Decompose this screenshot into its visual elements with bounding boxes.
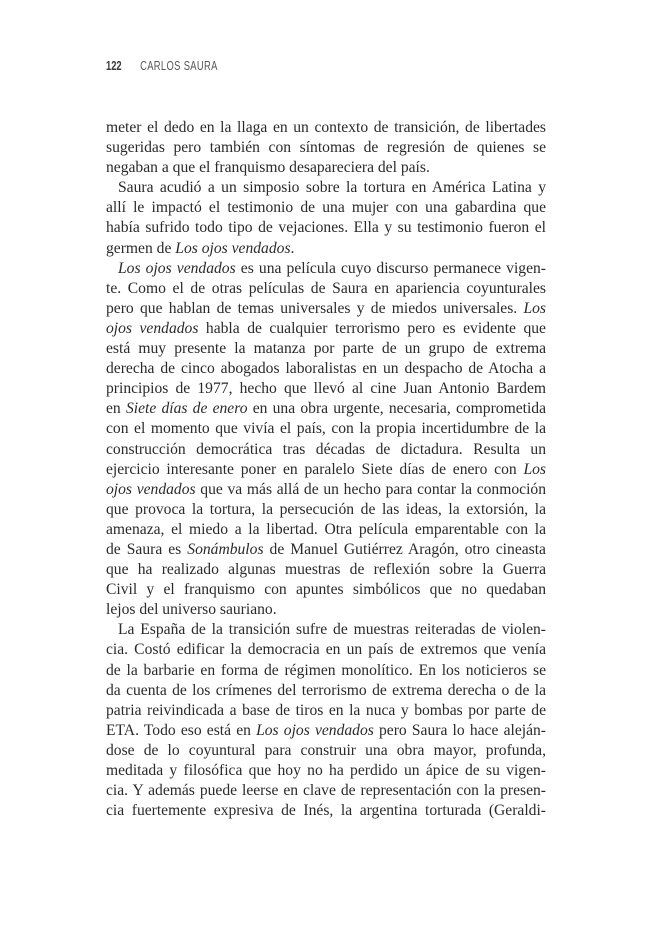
text-line: amenaza, el miedo a la libertad. Otra película emparentable con la xyxy=(106,520,546,538)
text-line: ETA. Todo eso está en Los ojos vendados pero Saura lo hace aleján- xyxy=(106,721,546,739)
film-title: Siete días de enero xyxy=(125,400,248,418)
text-line: construcción democrática tras décadas de dictadura. Resulta un xyxy=(106,440,546,458)
running-head xyxy=(106,58,218,73)
text-line: derecha de cinco abogados laboralistas en un despacho de Atocha a xyxy=(106,360,546,378)
film-title: Sonámbulos xyxy=(187,540,264,558)
text-line: de Saura es Sonámbulos de Manuel Gutiérrez Aragón, otro cineasta xyxy=(106,540,546,558)
film-title: ojos vendados xyxy=(106,319,199,337)
text-line: pero que hablan de temas universales y de miedos universales. Los xyxy=(106,299,546,317)
body-text xyxy=(106,118,546,821)
film-title: Los ojos vendados xyxy=(118,259,236,277)
text-line: negaban a que el franquismo desapareciera del país. xyxy=(106,159,430,177)
text-line: meditada y filosófica que hoy no ha perdido un ápice de su vigen- xyxy=(106,762,546,779)
film-title: Los ojos vendados xyxy=(175,239,291,257)
text-line: cia. Costó edificar la democracia en un país de extremos que venía xyxy=(106,641,546,659)
text-line: patria reivindicada a base de tiros en la nuca y bombas por parte de xyxy=(106,701,546,719)
text-line: está muy presente la matanza por parte de un grupo de extrema xyxy=(106,340,546,358)
text-line: da cuenta de los crímenes del terrorismo de extrema derecha o de la xyxy=(106,681,546,699)
text-line: germen de Los ojos vendados. xyxy=(106,239,295,257)
page-number: 122 xyxy=(106,58,122,73)
film-title: ojos vendados xyxy=(106,480,196,498)
text-line: principios de 1977, hecho que llevó al cine Juan Antonio Bardem xyxy=(106,380,546,398)
text-line: en Siete días de enero en una obra urgente, necesaria, comprometida xyxy=(106,400,547,418)
text-line: cia fuertemente expresiva de Inés, la argentina torturada (Geraldi- xyxy=(106,802,546,820)
text-line: lejos del universo sauriano. xyxy=(106,601,277,619)
text-line: ojos vendados que va más allá de un hecho para contar la conmoción xyxy=(106,480,546,498)
text-line: dose de lo coyuntural para construir una obra mayor, profunda, xyxy=(106,741,546,759)
film-title: Los xyxy=(523,299,546,317)
film-title: Los ojos vendados xyxy=(256,721,374,739)
text-line: te. Como el de otras películas de Saura en apariencia coyunturales xyxy=(106,279,546,297)
text-line: había sufrido todo tipo de vejaciones. Ella y su testimonio fueron el xyxy=(106,219,546,237)
text-line: sugeridas pero también con síntomas de regresión de quienes se xyxy=(106,139,546,157)
text-line: Civil y el franquismo con apuntes simbólicos que no quedaban xyxy=(106,581,546,599)
running-title: CARLOS SAURA xyxy=(140,58,218,73)
text-line: La España de la transición sufre de muestras reiteradas de violen- xyxy=(118,621,546,639)
text-line: que provoca la tortura, la persecución de las ideas, la extorsión, la xyxy=(106,500,546,518)
text-line: Saura acudió a un simposio sobre la tortura en América Latina y xyxy=(118,179,546,197)
text-line: ejercicio interesante poner en paralelo Siete días de enero con Los xyxy=(106,460,546,478)
film-title: Los xyxy=(523,460,546,478)
text-line: de la barbarie en forma de régimen monolítico. En los noticieros se xyxy=(106,661,546,679)
text-line: cia. Y además puede leerse en clave de representación con la presen- xyxy=(106,782,546,800)
text-line: meter el dedo en la llaga en un contexto de transición, de libertades xyxy=(106,119,546,136)
text-line: que ha realizado algunas muestras de reflexión sobre la Guerra xyxy=(106,561,546,579)
text-line: Los ojos vendados es una película cuyo discurso permanece vigen- xyxy=(118,259,546,277)
text-line: con el momento que vivía el país, con la propia incertidumbre de la xyxy=(106,420,546,438)
text-line: allí le impactó el testimonio de una mujer con una gabardina que xyxy=(106,199,546,217)
text-line: ojos vendados habla de cualquier terrorismo pero es evidente que xyxy=(106,319,546,337)
